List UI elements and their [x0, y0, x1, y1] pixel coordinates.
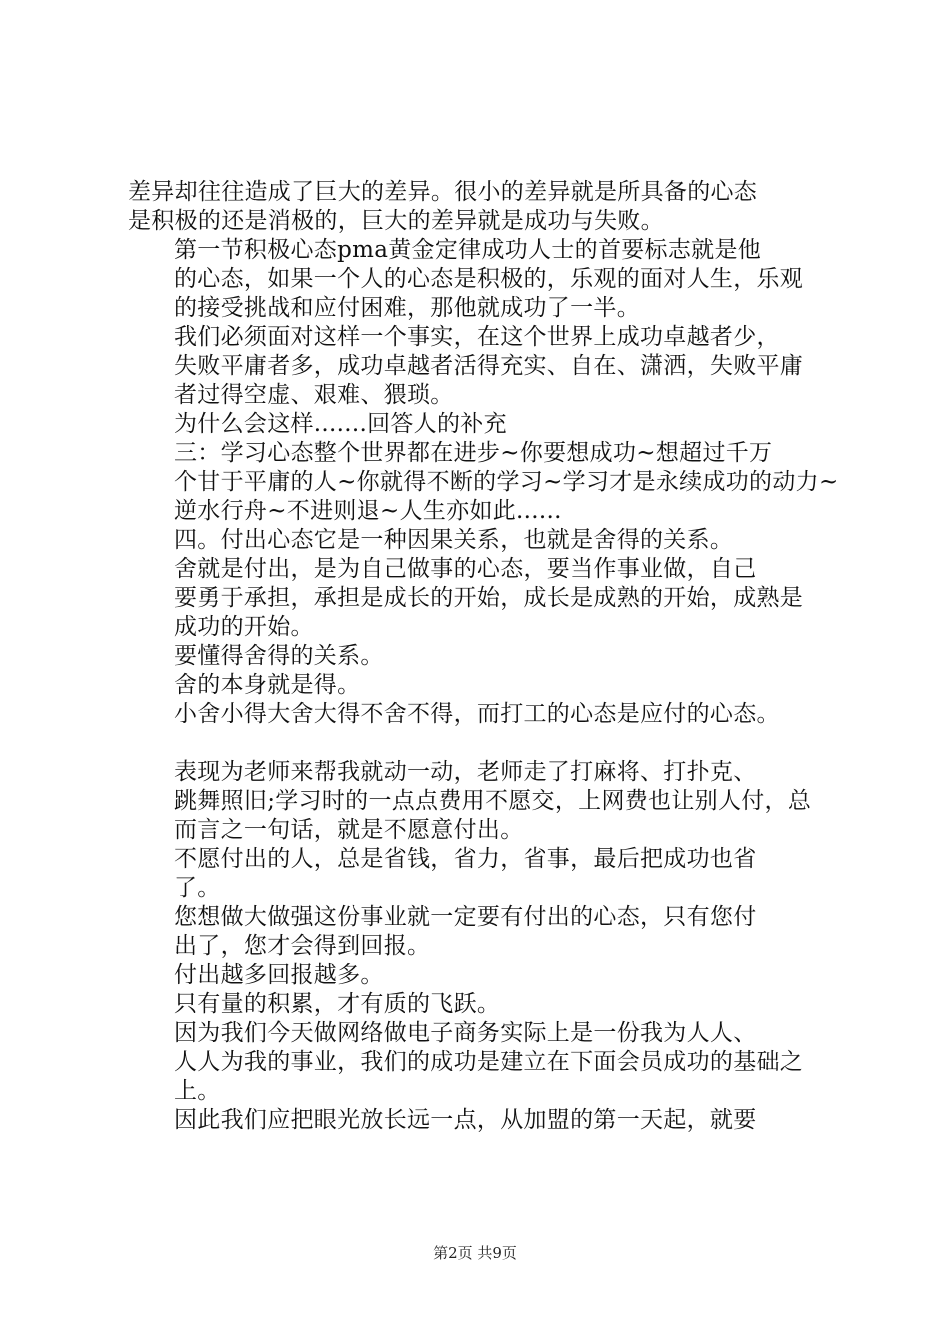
paragraph — [128, 700, 848, 729]
text-line: 舍的本身就是得。 — [174, 672, 361, 698]
paragraph — [128, 410, 848, 439]
paragraph — [128, 323, 848, 410]
paragraph — [128, 990, 848, 1019]
text-line: 要懂得舍得的关系。 — [174, 643, 384, 669]
paragraph — [128, 178, 848, 236]
text-line: 失败平庸者多，成功卓越者活得充实、自在、潇洒，失败平庸 — [174, 353, 804, 379]
paragraph — [128, 671, 848, 700]
text-line: 第一节积极心态pma黄金定律成功人士的首要标志就是他 — [174, 237, 762, 263]
text-line: 而言之一句话，就是不愿意付出。 — [174, 817, 524, 843]
paragraph — [128, 961, 848, 990]
paragraph — [128, 1106, 848, 1135]
text-line: 因此我们应把眼光放长远一点，从加盟的第一天起，就要 — [174, 1107, 757, 1133]
text-line: 的接受挑战和应付困难，那他就成功了一半。 — [174, 295, 640, 321]
text-line: 上。 — [174, 1078, 221, 1104]
paragraph — [128, 903, 848, 961]
text-line: 为什么会这样.......回答人的补充 — [174, 411, 507, 437]
text-line: 要勇于承担，承担是成长的开始，成长是成熟的开始，成熟是 — [174, 585, 804, 611]
paragraph — [128, 758, 848, 845]
text-line: 您想做大做强这份事业就一定要有付出的心态，只有您付 — [174, 904, 757, 930]
paragraph — [128, 642, 848, 671]
paragraph-gap — [128, 729, 848, 758]
text-line: 是积极的还是消极的，巨大的差异就是成功与失败。 — [128, 208, 664, 234]
text-line: 三：学习心态整个世界都在进步~你要想成功~想超过千万 — [174, 440, 773, 466]
paragraph — [128, 236, 848, 323]
text-line: 因为我们今天做网络做电子商务实际上是一份我为人人、 — [174, 1020, 757, 1046]
text-line: 的心态，如果一个人的心态是积极的，乐观的面对人生，乐观 — [174, 266, 804, 292]
text-line: 跳舞照旧;学习时的一点点费用不愿交，上网费也让别人付，总 — [174, 788, 812, 814]
paragraph — [128, 845, 848, 903]
text-line: 小舍小得大舍大得不舍不得，而打工的心态是应付的心态。 — [174, 701, 780, 727]
text-line: 差异却往往造成了巨大的差异。很小的差异就是所具备的心态 — [128, 179, 758, 205]
paragraph — [128, 1019, 848, 1106]
text-line: 表现为老师来帮我就动一动，老师走了打麻将、打扑克、 — [174, 759, 757, 785]
text-line: 我们必须面对这样一个事实，在这个世界上成功卓越者少， — [174, 324, 780, 350]
paragraph — [128, 439, 848, 526]
paragraph — [128, 526, 848, 555]
text-line: 付出越多回报越多。 — [174, 962, 384, 988]
text-line: 舍就是付出，是为自己做事的心态，要当作事业做，自己 — [174, 556, 757, 582]
text-line: 成功的开始。 — [174, 614, 314, 640]
text-line: 人人为我的事业，我们的成功是建立在下面会员成功的基础之 — [174, 1049, 804, 1075]
page-footer — [0, 1243, 950, 1263]
text-line: 出了，您才会得到回报。 — [174, 933, 431, 959]
text-line: 者过得空虚、艰难、猥琐。 — [174, 382, 454, 408]
text-line: 四。付出心态它是一种因果关系，也就是舍得的关系。 — [174, 527, 734, 553]
paragraph — [128, 555, 848, 642]
document-body — [128, 178, 848, 1135]
text-line: 只有量的积累，才有质的飞跃。 — [174, 991, 501, 1017]
text-line: 逆水行舟~不进则退~人生亦如此...... — [174, 498, 562, 524]
text-line: 不愿付出的人，总是省钱，省力，省事，最后把成功也省 — [174, 846, 757, 872]
text-line: 个甘于平庸的人~你就得不断的学习~学习才是永续成功的动力~ — [174, 469, 839, 495]
page-number-label: 第2页 共9页 — [433, 1244, 517, 1262]
text-line: 了。 — [174, 875, 221, 901]
